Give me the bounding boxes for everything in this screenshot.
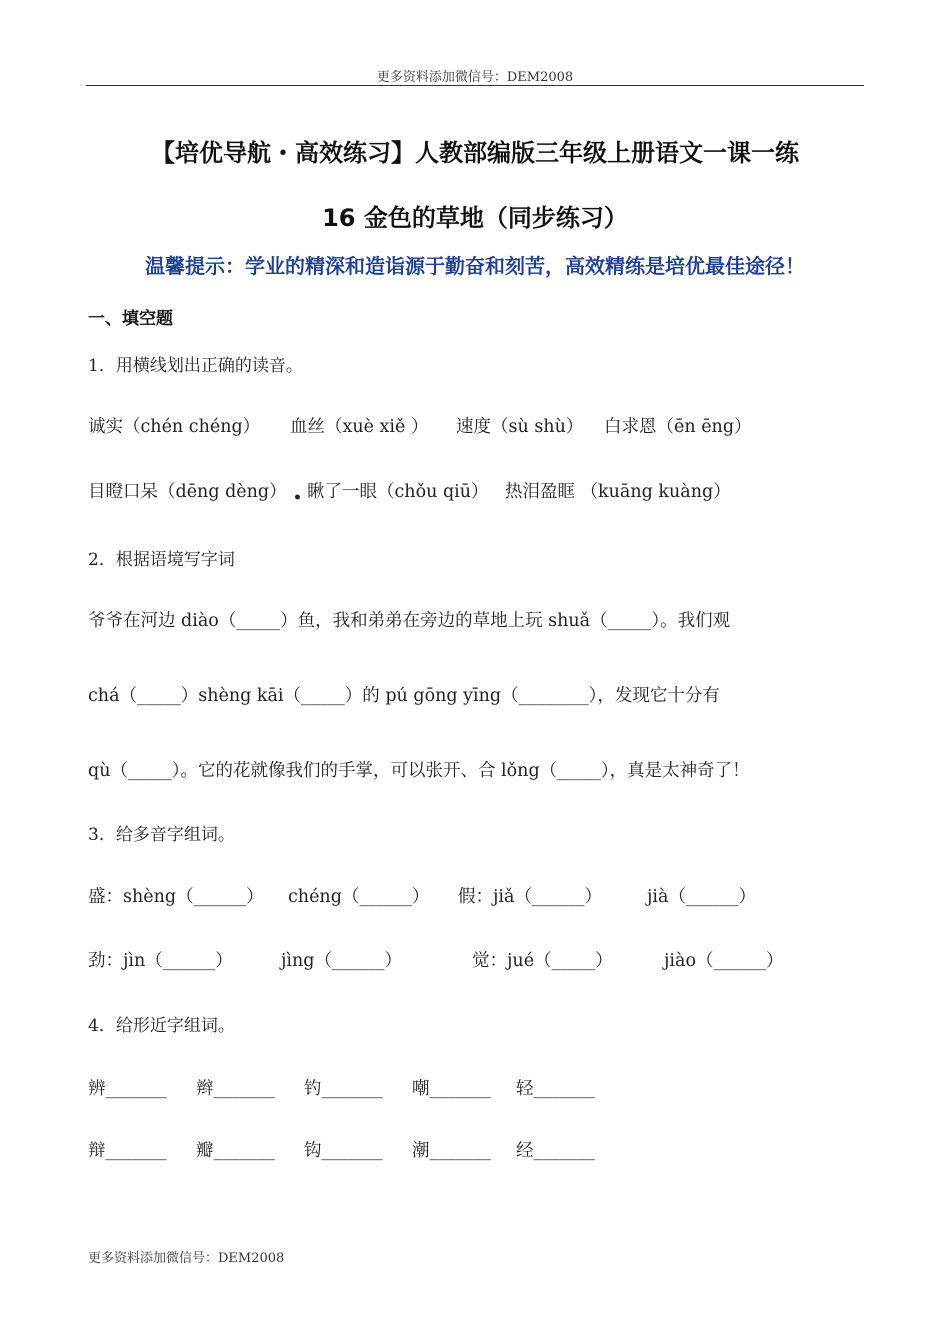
question-2-label: 2．根据语境写字词 [88,550,235,570]
q4-item: 钓_______ [304,1079,383,1099]
q4-item: 辫_______ [196,1079,275,1099]
q1-item: 血丝（xuè xiě ） [290,417,429,437]
question-4-label: 4．给形近字组词。 [88,1016,235,1036]
q4-item: 瓣_______ [196,1141,275,1161]
q4-item: 嘲_______ [412,1079,491,1099]
footer-note: 更多资料添加微信号：DEM2008 [88,1251,285,1266]
header-rule [86,85,864,86]
q4-item: 辨_______ [88,1079,167,1099]
q1-item: 热泪盈眶 （kuāng kuàng） [505,482,731,502]
q3-item: 觉：jué（_____） [472,951,613,971]
bullet-mark: • [293,490,302,506]
q4-item: 钩_______ [304,1141,383,1161]
q2-line: 爷爷在河边 diào（_____）鱼，我和弟弟在旁边的草地上玩 shuǎ（_____）。我们观 [88,611,731,631]
title-line-1: 【培优导航・高效练习】人教部编版三年级上册语文一课一练 [151,139,799,167]
section-heading: 一、填空题 [88,309,173,329]
q3-item: jià（______） [647,887,756,907]
question-1-label: 1．用横线划出正确的读音。 [88,356,303,376]
q4-item: 经_______ [516,1141,595,1161]
q1-item: 目瞪口呆（dēng dèng） [88,482,287,502]
q3-item: 劲：jìn（______） [88,951,233,971]
q2-line: chá（_____）shèng kāi（_____）的 pú gōng yīng（________），发现它十分有 [88,686,720,706]
q1-item: 诚实（chén chéng） [88,417,261,437]
q3-item: jìng（______） [281,951,402,971]
header-note: 更多资料添加微信号：DEM2008 [376,70,574,85]
q1-item: 白求恩（ēn ēng） [604,417,752,437]
q3-item: chéng（______） [288,887,430,907]
q4-item: 轻_______ [516,1079,595,1099]
title-line-2: 16 金色的草地（同步练习） [322,204,628,232]
q2-line: qù（_____）。它的花就像我们的手掌，可以张开、合 lǒng（_____），真是太神奇了！ [88,761,750,781]
q4-item: 潮_______ [412,1141,491,1161]
q1-item: 速度（sù shù） [456,417,584,437]
q3-item: jiào（______） [664,951,784,971]
q3-item: 盛：shèng（______） [88,887,264,907]
tip-banner: 温馨提示：学业的精深和造诣源于勤奋和刻苦，高效精练是培优最佳途径！ [145,254,805,278]
q3-item: 假：jiǎ（______） [458,887,602,907]
question-3-label: 3．给多音字组词。 [88,825,235,845]
q4-item: 辩_______ [88,1141,167,1161]
q1-item: 瞅了一眼（chǒu qiū） [307,482,489,502]
